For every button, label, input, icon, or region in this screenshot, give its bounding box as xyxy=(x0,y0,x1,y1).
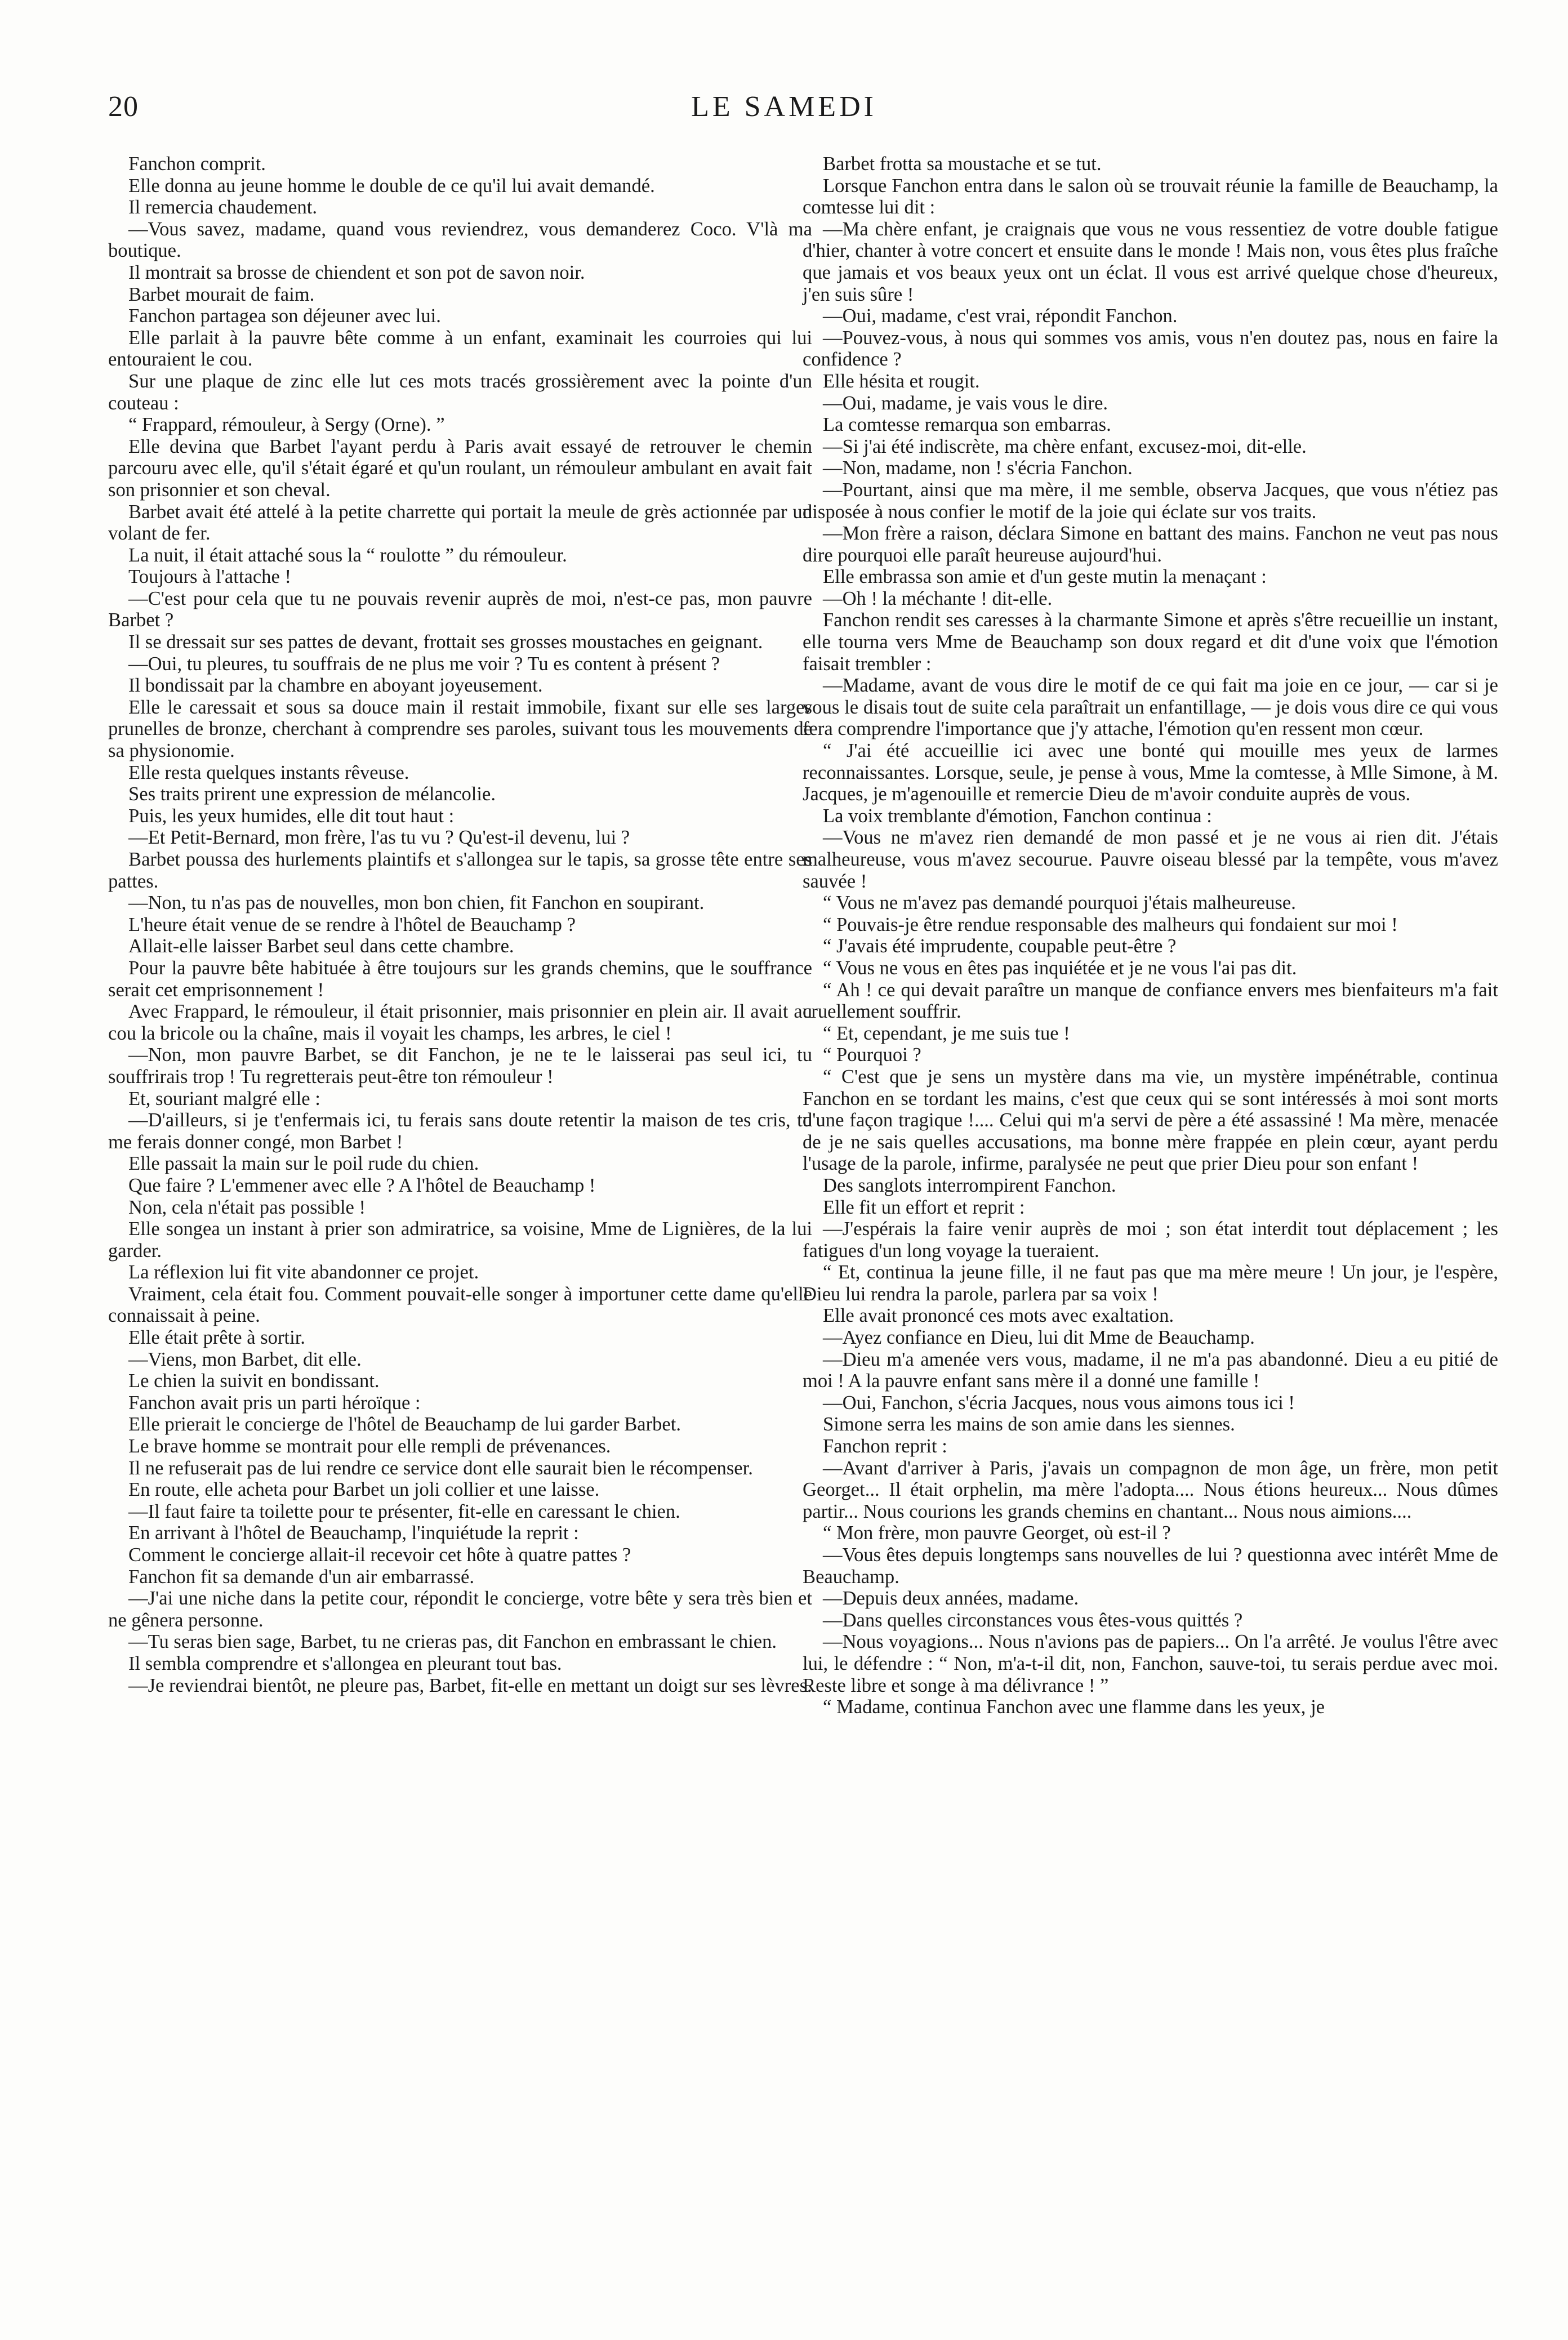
paragraph: Elle songea un instant à prier son admiratrice, sa voisine, Mme de Lignières, de la lui garder. xyxy=(108,1218,812,1262)
paragraph: En route, elle acheta pour Barbet un joli collier et une laisse. xyxy=(128,1479,600,1501)
paragraph: Fanchon partagea son déjeuner avec lui. xyxy=(128,305,441,327)
paragraph: “ Madame, continua Fanchon avec une flamme dans les yeux, je xyxy=(823,1696,1325,1718)
paragraph: —Il faut faire ta toilette pour te présenter, fit-elle en caressant le chien. xyxy=(128,1500,680,1522)
paragraph: Comment le concierge allait-il recevoir cet hôte à quatre pattes ? xyxy=(128,1544,631,1566)
paragraph: —Ayez confiance en Dieu, lui dit Mme de Beauchamp. xyxy=(823,1327,1255,1349)
paragraph: —Vous savez, madame, quand vous reviendrez, vous demanderez Coco. V'là ma boutique. xyxy=(108,218,812,262)
paragraph: Ses traits prirent une expression de mélancolie. xyxy=(128,783,496,805)
paragraph: “ C'est que je sens un mystère dans ma vie, un mystère impénétrable, continua Fanchon en se tordant les mains, c'est que ceux qui se sont intéressés à moi sont morts d'une façon tragique !.... Celui qui m'a servi de père a été assassiné ! Ma mère, menacée de je ne sais quelles accusations, ma bonne mère frappée en plein cœur, ayant perdu l'usage de la parole, infirme, paralysée ne peut que prier Dieu pour son enfant ! xyxy=(803,1066,1498,1175)
paragraph: Le chien la suivit en bondissant. xyxy=(128,1370,380,1392)
paragraph: —Non, mon pauvre Barbet, se dit Fanchon, je ne te le laisserai pas seul ici, tu souffrirais trop ! Tu regretterais peut-être ton rémouleur ! xyxy=(108,1044,812,1087)
paragraph: —Vous êtes depuis longtemps sans nouvelles de lui ? questionna avec intérêt Mme de Beauchamp. xyxy=(803,1544,1498,1588)
paragraph: —Avant d'arriver à Paris, j'avais un compagnon de mon âge, un frère, mon petit Georget... Il était orphelin, ma mère l'adopta.... Nous étions heureux... Nous dûmes partir... Nous courions les grands chemins en chantant... Nous nous aimions.... xyxy=(803,1457,1498,1522)
paragraph: “ Et, continua la jeune fille, il ne faut pas que ma mère meure ! Un jour, je l'espère, Dieu lui rendra la parole, parlera par sa voix ! xyxy=(803,1262,1498,1305)
paragraph: Vraiment, cela était fou. Comment pouvait-elle songer à importuner cette dame qu'elle connaissait à peine. xyxy=(108,1283,812,1327)
paragraph: “ J'ai été accueillie ici avec une bonté qui mouille mes yeux de larmes reconnaissantes. Lorsque, seule, je pense à vous, Mme la comtesse, à Mlle Simone, à M. Jacques, je m'agenouille et remercie Dieu de m'avoir conduite auprès de vous. xyxy=(803,740,1498,805)
paragraph: —Depuis deux années, madame. xyxy=(823,1588,1079,1610)
paragraph: La voix tremblante d'émotion, Fanchon continua : xyxy=(823,805,1212,827)
paragraph: Elle parlait à la pauvre bête comme à un enfant, examinait les courroies qui lui entouraient le cou. xyxy=(108,327,812,371)
paragraph: Simone serra les mains de son amie dans les siennes. xyxy=(823,1414,1235,1436)
paragraph: —D'ailleurs, si je t'enfermais ici, tu ferais sans doute retentir la maison de tes cris, tu me ferais donner congé, mon Barbet ! xyxy=(108,1109,812,1153)
paragraph: Fanchon fit sa demande d'un air embarrassé. xyxy=(128,1566,475,1588)
paragraph: Barbet avait été attelé à la petite charrette qui portait la meule de grès actionnée par un volant de fer. xyxy=(108,501,812,545)
paragraph: —Dans quelles circonstances vous êtes-vous quittés ? xyxy=(823,1609,1243,1631)
paragraph: Avec Frappard, le rémouleur, il était prisonnier, mais prisonnier en plein air. Il avait au cou la bricole ou la chaîne, mais il voyait les champs, les arbres, le ciel ! xyxy=(108,1001,812,1044)
paragraph: —J'ai une niche dans la petite cour, répondit le concierge, votre bête y sera très bien et ne gênera personne. xyxy=(108,1588,812,1631)
paragraph: Elle hésita et rougit. xyxy=(823,370,980,392)
paragraph: “ Pourquoi ? xyxy=(823,1044,921,1066)
paragraph: Elle passait la main sur le poil rude du chien. xyxy=(128,1153,479,1175)
paragraph: —Oh ! la méchante ! dit-elle. xyxy=(823,587,1053,609)
right-text-column xyxy=(803,153,1498,1718)
paragraph: Barbet frotta sa moustache et se tut. xyxy=(823,153,1102,175)
paragraph: —Oui, Fanchon, s'écria Jacques, nous vous aimons tous ici ! xyxy=(823,1392,1295,1414)
paragraph: Puis, les yeux humides, elle dit tout haut : xyxy=(128,805,455,827)
paragraph: Pour la pauvre bête habituée à être toujours sur les grands chemins, que le souffrance serait cet emprisonnement ! xyxy=(108,957,812,1001)
paragraph: —Non, madame, non ! s'écria Fanchon. xyxy=(823,457,1133,479)
paragraph: —Ma chère enfant, je craignais que vous ne vous ressentiez de votre double fatigue d'hier, chanter à votre concert et ensuite dans le monde ! Mais non, vous êtes plus fraîche que jamais et vos beaux yeux ont un éclat. Il vous est arrivé quelque chose d'heureux, j'en suis sûre ! xyxy=(803,218,1498,305)
paragraph: Elle resta quelques instants rêveuse. xyxy=(128,761,409,783)
paragraph: La comtesse remarqua son embarras. xyxy=(823,414,1111,436)
paragraph: —Je reviendrai bientôt, ne pleure pas, Barbet, fit-elle en mettant un doigt sur ses lèvres. xyxy=(128,1674,812,1696)
paragraph: —Mon frère a raison, déclara Simone en battant des mains. Fanchon ne veut pas nous dire pourquoi elle paraît heureuse aujourd'hui. xyxy=(803,523,1498,566)
paragraph: —Dieu m'a amenée vers vous, madame, il ne m'a pas abandonné. Dieu a eu pitié de moi ! A la pauvre enfant sans mère il a donné une famille ! xyxy=(803,1348,1498,1392)
paragraph: Fanchon rendit ses caresses à la charmante Simone et après s'être recueillie un instant, elle tourna vers Mme de Beauchamp son doux regard et dit d'une voix que l'émotion faisait trembler : xyxy=(803,609,1498,675)
paragraph: —Et Petit-Bernard, mon frère, l'as tu vu ? Qu'est-il devenu, lui ? xyxy=(128,827,630,849)
paragraph: Barbet mourait de faim. xyxy=(128,283,315,305)
paragraph: —Madame, avant de vous dire le motif de ce qui fait ma joie en ce jour, — car si je vous le disais tout de suite cela paraîtrait un enfantillage, — je dois vous dire ce qui vous fera comprendre l'importance que j'y attache, l'émotion qu'en ressent mon cœur. xyxy=(803,675,1498,740)
paragraph: Il montrait sa brosse de chiendent et son pot de savon noir. xyxy=(128,261,585,283)
paragraph: —J'espérais la faire venir auprès de moi ; son état interdit tout déplacement ; les fatigues d'un long voyage la tueraient. xyxy=(803,1218,1498,1262)
paragraph: Elle fit un effort et reprit : xyxy=(823,1196,1025,1218)
paragraph: Il se dressait sur ses pattes de devant, frottait ses grosses moustaches en geignant. xyxy=(128,631,763,653)
paragraph: La réflexion lui fit vite abandonner ce projet. xyxy=(128,1262,479,1283)
paragraph: “ Vous ne m'avez pas demandé pourquoi j'étais malheureuse. xyxy=(823,892,1296,914)
paragraph: Il sembla comprendre et s'allongea en pleurant tout bas. xyxy=(128,1652,562,1674)
page-number: 20 xyxy=(108,91,139,123)
paragraph: Elle prierait le concierge de l'hôtel de Beauchamp de lui garder Barbet. xyxy=(128,1414,681,1436)
paragraph: En arrivant à l'hôtel de Beauchamp, l'inquiétude la reprit : xyxy=(128,1522,579,1544)
paragraph: Non, cela n'était pas possible ! xyxy=(128,1196,366,1218)
paragraph: Elle le caressait et sous sa douce main il restait immobile, fixant sur elle ses larges prunelles de bronze, cherchant à comprendre ses paroles, suivant tous les mouvements de sa physionomie. xyxy=(108,696,812,762)
paragraph: Des sanglots interrompirent Fanchon. xyxy=(823,1174,1116,1196)
paragraph: Fanchon reprit : xyxy=(823,1436,947,1458)
paragraph: La nuit, il était attaché sous la “ roulotte ” du rémouleur. xyxy=(128,544,567,566)
paragraph: —Pouvez-vous, à nous qui sommes vos amis, vous n'en doutez pas, nous en faire la confidence ? xyxy=(803,327,1498,371)
paragraph: —Oui, tu pleures, tu souffrais de ne plus me voir ? Tu es content à présent ? xyxy=(128,653,720,675)
paragraph: Lorsque Fanchon entra dans le salon où se trouvait réunie la famille de Beauchamp, la comtesse lui dit : xyxy=(803,175,1498,219)
journal-title: LE SAMEDI xyxy=(691,91,877,123)
paragraph: —Non, tu n'as pas de nouvelles, mon bon chien, fit Fanchon en soupirant. xyxy=(128,892,705,914)
paragraph: Elle avait prononcé ces mots avec exaltation. xyxy=(823,1305,1174,1327)
paragraph: Elle était prête à sortir. xyxy=(128,1327,305,1349)
paragraph: Sur une plaque de zinc elle lut ces mots tracés grossièrement avec la pointe d'un couteau : xyxy=(108,370,812,414)
paragraph: “ Et, cependant, je me suis tue ! xyxy=(823,1022,1070,1044)
paragraph: —Oui, madame, je vais vous le dire. xyxy=(823,392,1108,414)
paragraph: —Tu seras bien sage, Barbet, tu ne crieras pas, dit Fanchon en embrassant le chien. xyxy=(128,1631,777,1653)
paragraph: Il ne refuserait pas de lui rendre ce service dont elle saurait bien le récompenser. xyxy=(128,1457,753,1479)
paragraph: Barbet poussa des hurlements plaintifs et s'allongea sur le tapis, sa grosse tête entre ses pattes. xyxy=(108,849,812,892)
paragraph: Il bondissait par la chambre en aboyant joyeusement. xyxy=(128,675,543,697)
paragraph: —C'est pour cela que tu ne pouvais revenir auprès de moi, n'est-ce pas, mon pauvre Barbet ? xyxy=(108,587,812,631)
paragraph: —Si j'ai été indiscrète, ma chère enfant, excusez-moi, dit-elle. xyxy=(823,435,1307,457)
paragraph: Elle donna au jeune homme le double de ce qu'il lui avait demandé. xyxy=(128,175,655,197)
paragraph: Elle embrassa son amie et d'un geste mutin la menaçant : xyxy=(823,566,1267,588)
paragraph: Elle devina que Barbet l'ayant perdu à Paris avait essayé de retrouver le chemin parcouru avec elle, qu'il s'était égaré et qu'un roulant, un rémouleur ambulant en avait fait son prisonnier et son cheval. xyxy=(108,435,812,501)
paragraph: —Oui, madame, c'est vrai, répondit Fanchon. xyxy=(823,305,1178,327)
paragraph: Toujours à l'attache ! xyxy=(128,566,291,588)
paragraph: “ Mon frère, mon pauvre Georget, où est-il ? xyxy=(823,1522,1171,1544)
paragraph: “ J'avais été imprudente, coupable peut-être ? xyxy=(823,935,1177,957)
paragraph: —Pourtant, ainsi que ma mère, il me semble, observa Jacques, que vous n'étiez pas disposée à nous confier le motif de la joie qui éclate sur vos traits. xyxy=(803,479,1498,523)
paragraph: Et, souriant malgré elle : xyxy=(128,1087,320,1109)
paragraph: “ Ah ! ce qui devait paraître un manque de confiance envers mes bienfaiteurs m'a fait cruellement souffrir. xyxy=(803,979,1498,1023)
paragraph: —Nous voyagions... Nous n'avions pas de papiers... On l'a arrêté. Je voulus l'être avec lui, le défendre : “ Non, m'a-t-il dit, non, Fanchon, sauve-toi, tu serais perdue avec moi. Reste libre et songe à ma délivrance ! ” xyxy=(803,1631,1498,1696)
paragraph: Allait-elle laisser Barbet seul dans cette chambre. xyxy=(128,935,514,957)
paragraph: “ Pouvais-je être rendue responsable des malheurs qui fondaient sur moi ! xyxy=(823,913,1398,935)
paragraph: “ Frappard, rémouleur, à Sergy (Orne). ” xyxy=(128,414,445,436)
paragraph: Fanchon comprit. xyxy=(128,153,266,175)
paragraph: L'heure était venue de se rendre à l'hôtel de Beauchamp ? xyxy=(128,913,576,935)
paragraph: Il remercia chaudement. xyxy=(128,197,318,219)
paragraph: “ Vous ne vous en êtes pas inquiétée et je ne vous l'ai pas dit. xyxy=(823,957,1297,979)
paragraph: —Vous ne m'avez rien demandé de mon passé et je ne vous ai rien dit. J'étais malheureuse, vous m'avez secourue. Pauvre oiseau blessé par la tempête, vous m'avez sauvée ! xyxy=(803,827,1498,892)
paragraph: Que faire ? L'emmener avec elle ? A l'hôtel de Beauchamp ! xyxy=(128,1174,596,1196)
paragraph: —Viens, mon Barbet, dit elle. xyxy=(128,1348,362,1370)
paragraph: Le brave homme se montrait pour elle rempli de prévenances. xyxy=(128,1436,611,1458)
left-text-column xyxy=(108,153,812,1696)
paragraph: Fanchon avait pris un parti héroïque : xyxy=(128,1392,421,1414)
